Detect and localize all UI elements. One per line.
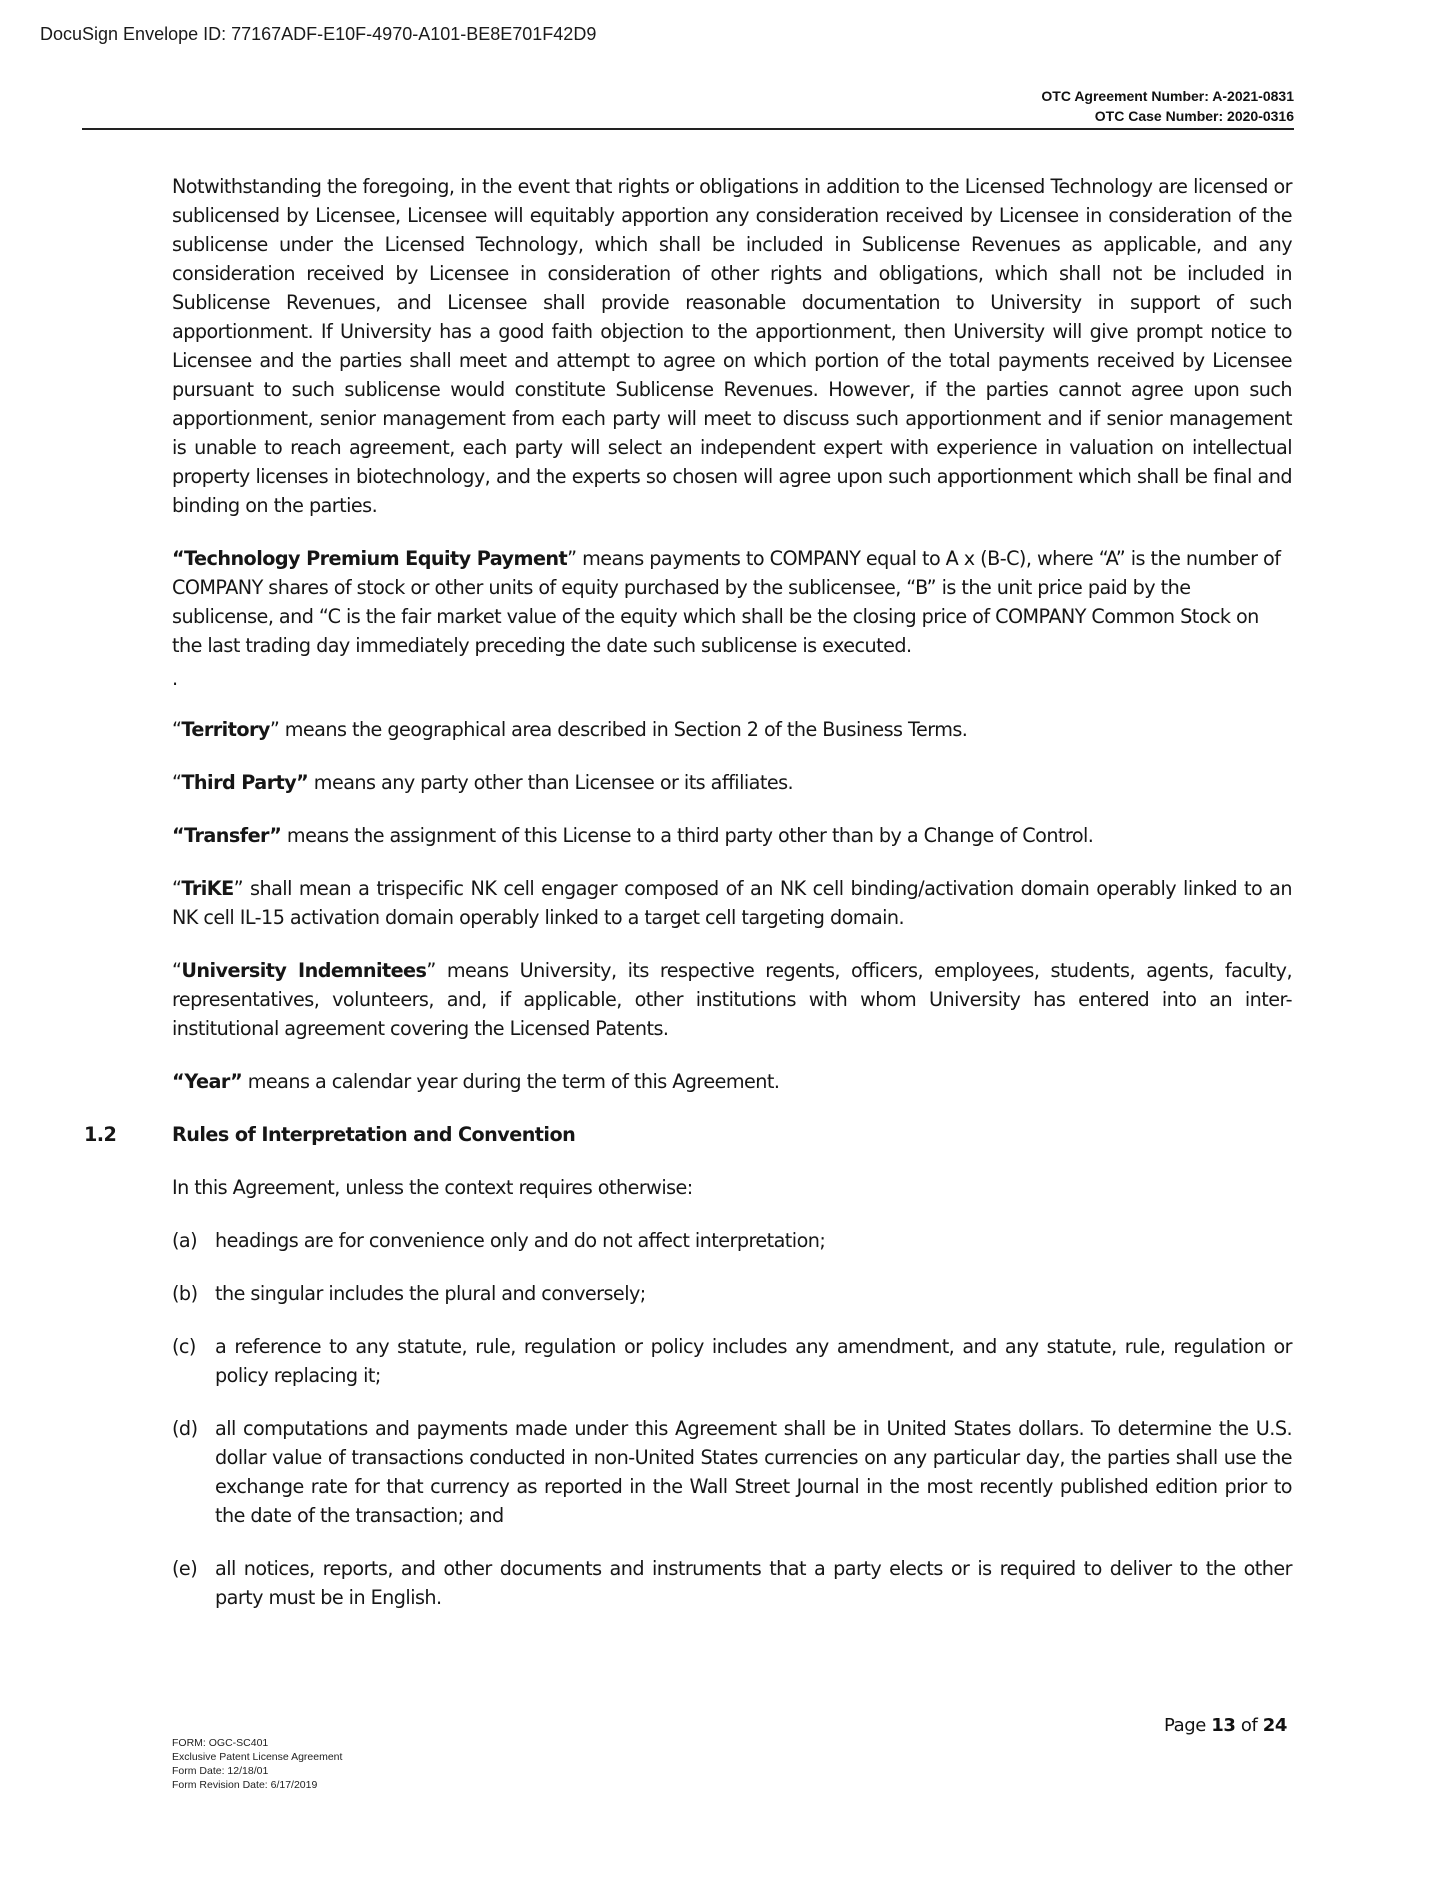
list-item-label: (b) <box>172 1282 198 1305</box>
list-item-text: the singular includes the plural and conversely; <box>215 1282 646 1305</box>
definition-term: Third Party” <box>181 771 309 794</box>
form-id: FORM: OGC-SC401 <box>172 1737 269 1749</box>
form-date: Form Date: 12/18/01 <box>172 1765 269 1777</box>
definition-term: “Transfer” <box>172 824 282 847</box>
definition-year <box>172 1067 1292 1096</box>
list-item-text: all computations and payments made under this Agreement shall be in United States dollars. To determine the U.S. dollar value of transactions conducted in non-United States currencies on any particular day, the parties shall use the exchange rate for that currency as reported in the Wall Street Journal in the most recently published edition prior to the date of the transaction; and <box>215 1417 1292 1527</box>
definition-third-party: “Third Party” means any party other than Licensee or its affiliates. <box>172 771 794 794</box>
agreement-number: OTC Agreement Number: A-2021-0831 <box>1041 88 1294 104</box>
list-item-text: headings are for convenience only and do not affect interpretation; <box>215 1229 826 1252</box>
form-footer <box>172 1736 342 1792</box>
section-heading <box>84 1120 1292 1149</box>
form-revision-date: Form Revision Date: 6/17/2019 <box>172 1779 318 1791</box>
definition-text: means any party other than Licensee or its affiliates. <box>308 771 794 794</box>
definition-term: Territory <box>181 718 270 741</box>
document-header <box>1041 86 1294 126</box>
list-item-text: a reference to any statute, rule, regulation or policy includes any amendment, and any statute, rule, regulation or policy replacing it; <box>215 1335 1292 1387</box>
definition-term: “Year” <box>172 1070 243 1093</box>
docusign-envelope-id: DocuSign Envelope ID: 77167ADF-E10F-4970-A101-BE8E701F42D9 <box>40 24 597 44</box>
definition-term: TriKE <box>181 877 234 900</box>
current-page: 13 <box>1211 1715 1236 1736</box>
stray-dot: . <box>172 667 178 690</box>
definition-university-indemnitees: “University Indemnitees” means University, its respective regents, officers, employees, students, agents, faculty, representatives, volunteers, and, if applicable, other institutions with whom University has entered into an inter-institutional agreement covering the Licensed Patents. <box>172 959 1292 1040</box>
definition-trike: “TriKE” shall mean a trispecific NK cell engager composed of an NK cell binding/activation domain operably linked to an NK cell IL-15 activation domain operably linked to a target cell targeting domain. <box>172 877 1292 929</box>
section-title: Rules of Interpretation and Convention <box>172 1123 576 1146</box>
definition-transfer <box>172 821 1292 850</box>
total-pages: 24 <box>1262 1715 1287 1736</box>
definition-text: means a calendar year during the term of this Agreement. <box>242 1070 780 1093</box>
definition-term: University Indemnitees <box>181 959 427 982</box>
list-item-text: all notices, reports, and other documents and instruments that a party elects or is required to deliver to the other party must be in English. <box>215 1557 1292 1609</box>
definition-text: means University, its respective regents, officers, employees, students, agents, faculty, representatives, volunteers, and, if applicable, other institutions with whom University has entered into an inter-institutional agreement covering the Licensed Patents. <box>172 959 1292 1040</box>
form-title: Exclusive Patent License Agreement <box>172 1751 343 1763</box>
section-intro: In this Agreement, unless the context requires otherwise: <box>172 1176 693 1199</box>
case-number: OTC Case Number: 2020-0316 <box>1094 108 1294 124</box>
definition-text: means the assignment of this License to a third party other than by a Change of Control. <box>281 824 1094 847</box>
document-body <box>84 172 1292 1636</box>
definition-text: shall mean a trispecific NK cell engager composed of an NK cell binding/activation domain operably linked to an NK cell IL-15 activation domain operably linked to a target cell targeting domain. <box>172 877 1292 929</box>
list-item-label: (e) <box>172 1557 198 1580</box>
definition-term: “Technology Premium Equity Payment <box>172 547 568 570</box>
definition-text: means the geographical area described in Section 2 of the Business Terms. <box>279 718 968 741</box>
list-item-label: (c) <box>172 1335 196 1358</box>
header-divider <box>82 128 1294 130</box>
section-number: 1.2 <box>84 1123 117 1146</box>
list-item-label: (a) <box>172 1229 198 1252</box>
list-item <box>172 1414 1292 1530</box>
definition-technology-premium-equity-payment: “Technology Premium Equity Payment” means payments to COMPANY equal to A x (B-C), where “A” is the number of COMPANY shares of stock or other units of equity purchased by the sublicensee, “B” is the unit price paid by the sublicense, and “C is the fair market value of the equity which shall be the closing price of COMPANY Common Stock on the last trading day immediately preceding the date such sublicense is executed. <box>172 547 1281 657</box>
definition-text: means payments to COMPANY equal to A x (B-C), where “A” is the number of COMPANY shares of stock or other units of equity purchased by the sublicensee, “B” is the unit price paid by the sublicense, and “C is the fair market value of the equity which shall be the closing price of COMPANY Common Stock on the last trading day immediately preceding the date such sublicense is executed. <box>172 547 1281 657</box>
apportionment-paragraph: Notwithstanding the foregoing, in the event that rights or obligations in addition to the Licensed Technology are licensed or sublicensed by Licensee, Licensee will equitably apportion any consideration received by Licensee in consideration of the sublicense under the Licensed Technology, which shall be included in Sublicense Revenues as applicable, and any consideration received by Licensee in consideration of other rights and obligations, which shall not be included in Sublicense Revenues, and Licensee shall provide reasonable documentation to University in support of such apportionment. If University has a good faith objection to the apportionment, then University will give prompt notice to Licensee and the parties shall meet and attempt to agree on which portion of the total payments received by Licensee pursuant to such sublicense would constitute Sublicense Revenues. However, if the parties cannot agree upon such apportionment, senior management from each party will meet to discuss such apportionment and if senior management is unable to reach agreement, each party will select an independent expert with experience in valuation on intellectual property licenses in biotechnology, and the experts so chosen will agree upon such apportionment which shall be final and binding on the parties. <box>172 175 1292 517</box>
definition-territory: “Territory” means the geographical area described in Section 2 of the Business Terms. <box>172 718 968 741</box>
list-item-label: (d) <box>172 1417 198 1440</box>
page-number: Page 13 of 24 <box>1163 1715 1287 1736</box>
list-item <box>172 1332 1292 1390</box>
list-item <box>172 1279 1292 1308</box>
list-item <box>172 1554 1292 1612</box>
list-item <box>172 1226 1292 1255</box>
